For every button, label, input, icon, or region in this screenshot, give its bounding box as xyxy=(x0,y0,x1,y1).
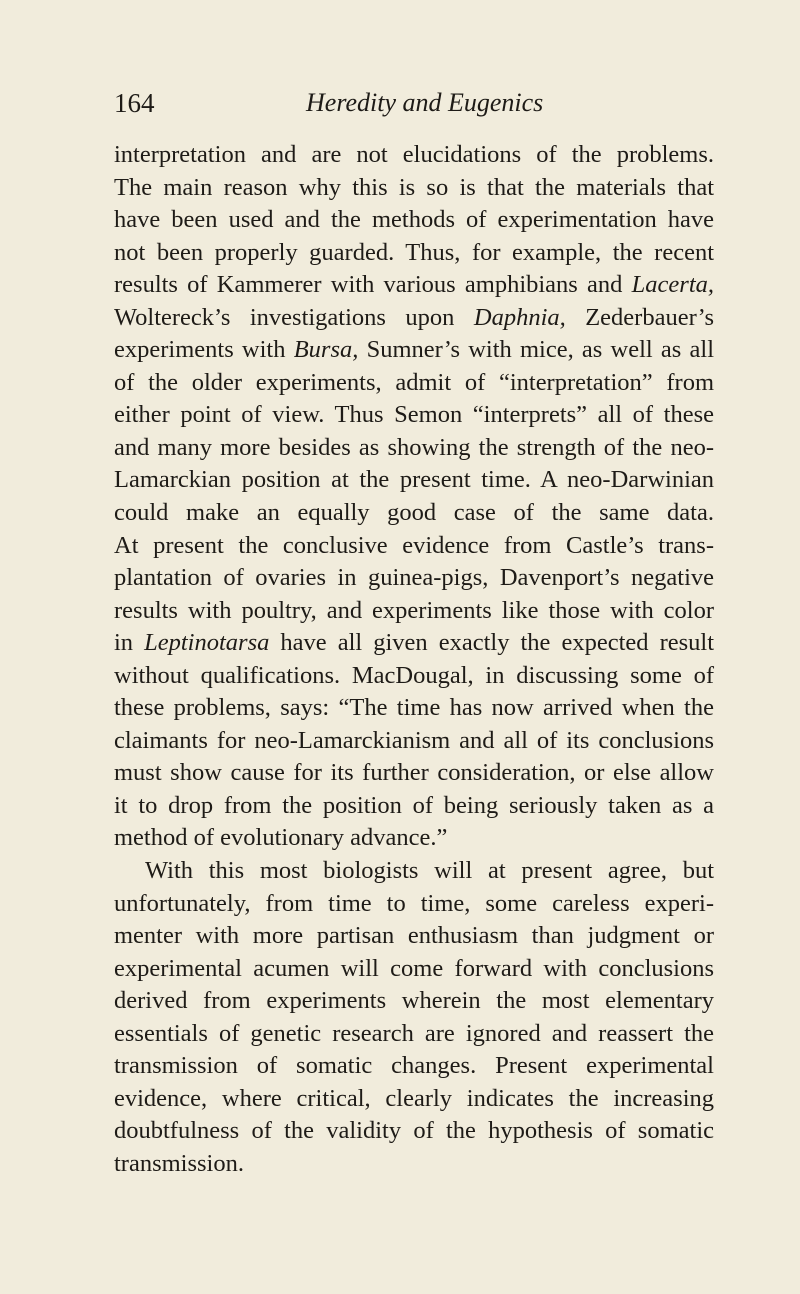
text-line: without qualifications. MacDougal, in discussing some of xyxy=(114,661,714,689)
text-line: experimental acumen will come forward with conclusions xyxy=(114,954,714,982)
text-fragment: Sumner’s with mice, as well as all xyxy=(358,336,715,364)
italic-term: Bursa, xyxy=(293,336,359,364)
text-line: could make an equally good case of the same data. xyxy=(114,499,714,527)
text-fragment: results of Kammerer with various amphibians and xyxy=(114,271,632,299)
text-line: transmission of somatic changes. Present experimental xyxy=(114,1052,714,1080)
text-line: interpretation and are not elucidations of the problems. xyxy=(114,141,714,168)
text-line: menter with more partisan enthusiasm than judgment or xyxy=(114,922,714,950)
running-title: Heredity and Eugenics xyxy=(306,88,544,117)
text-line: evidence, where critical, clearly indicates the increasing xyxy=(114,1084,714,1112)
text-fragment: in xyxy=(114,629,145,657)
italic-term: Leptinotarsa xyxy=(144,629,270,657)
text-line xyxy=(114,627,714,660)
text-line xyxy=(114,334,714,367)
text-line xyxy=(114,302,714,335)
body-text xyxy=(114,139,714,1181)
italic-term: Daphnia, xyxy=(473,303,566,331)
text-line: doubtfulness of the validity of the hypothesis of somatic xyxy=(114,1117,714,1145)
text-fragment: have all given exactly the expected result xyxy=(269,629,714,657)
text-line: either point of view. Thus Semon “interprets” all of these xyxy=(114,401,714,429)
running-head xyxy=(114,88,714,122)
text-line: The main reason why this is so is that the materials that xyxy=(114,173,714,201)
text-line xyxy=(114,269,714,302)
text-line: plantation of ovaries in guinea-pigs, Davenport’s negative xyxy=(114,564,714,592)
text-fragment: Zederbauer’s xyxy=(565,303,714,331)
text-line: not been properly guarded. Thus, for example, the recent xyxy=(114,238,714,266)
page-number: 164 xyxy=(114,88,155,118)
text-line: With this most biologists will at present agree, but xyxy=(145,857,714,885)
text-line: essentials of genetic research are ignored and reassert the xyxy=(114,1019,714,1047)
text-line: and many more besides as showing the strength of the neo- xyxy=(114,433,714,461)
text-line: these problems, says: “The time has now arrived when the xyxy=(114,694,714,722)
text-line: transmission. xyxy=(114,1149,244,1177)
text-fragment: Woltereck’s investigations upon xyxy=(114,303,474,331)
text-line: At present the conclusive evidence from Castle’s trans- xyxy=(114,531,714,559)
text-line: derived from experiments wherein the most elementary xyxy=(114,987,714,1015)
text-line: claimants for neo-Lamarckianism and all of its conclusions xyxy=(114,726,714,754)
text-line: must show cause for its further consideration, or else allow xyxy=(114,759,714,787)
text-line: it to drop from the position of being seriously taken as a xyxy=(114,791,714,819)
text-line: of the older experiments, admit of “interpretation” from xyxy=(114,368,714,396)
text-line: method of evolutionary advance.” xyxy=(114,824,448,852)
text-fragment: experiments with xyxy=(114,336,294,364)
text-line: unfortunately, from time to time, some careless experi- xyxy=(114,889,714,917)
text-line: results with poultry, and experiments like those with color xyxy=(114,596,714,624)
text-line: have been used and the methods of experimentation have xyxy=(114,206,714,234)
text-line: Lamarckian position at the present time. A neo-Darwinian xyxy=(114,466,714,494)
italic-term: Lacerta, xyxy=(631,271,714,299)
